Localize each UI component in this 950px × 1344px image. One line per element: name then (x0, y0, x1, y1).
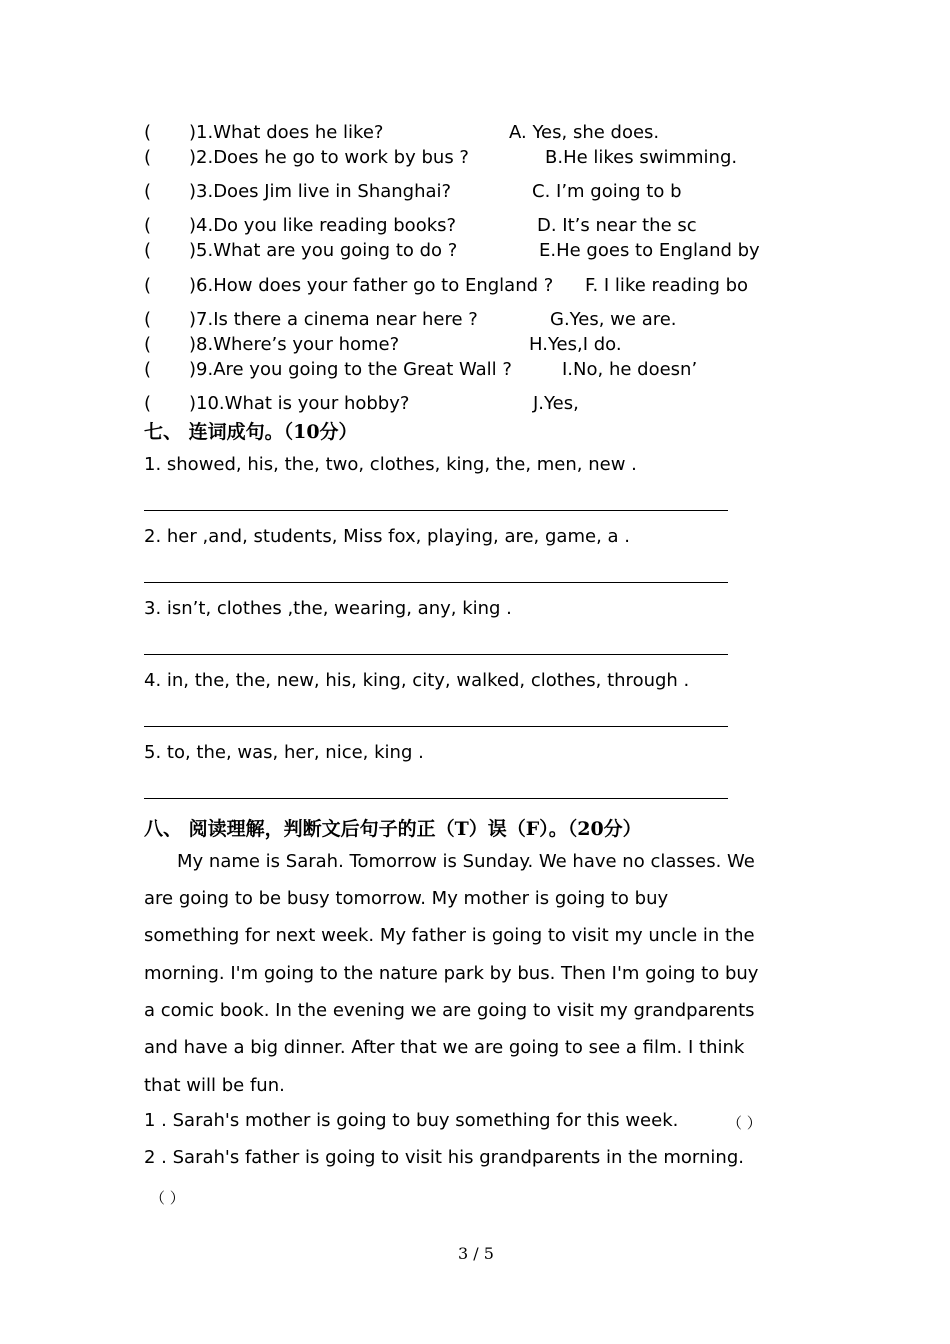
section-eight-title: 八、 阅读理解，判断文后句子的正（T）误（F）。（20分） (144, 818, 642, 840)
answer-paren: ( (144, 181, 152, 202)
answer-paren: ( (144, 215, 152, 236)
answer-option: G.Yes, we are. (550, 309, 677, 330)
word-order-item: 1. showed, his, the, two, clothes, king, the, men, new . (144, 454, 637, 475)
passage-line: are going to be busy tomorrow. My mother is going to buy (144, 888, 669, 909)
question-text: )5.What are you going to do ? (189, 240, 458, 261)
answer-option: E.He goes to England by (539, 240, 760, 261)
question-text: )2.Does he go to work by bus ? (189, 147, 469, 168)
answer-line (144, 654, 728, 655)
answer-paren: ( (144, 122, 152, 143)
answer-paren: ( (144, 147, 152, 168)
true-false-question: 1 . Sarah's mother is going to buy something for this week. (144, 1110, 679, 1131)
passage-line: morning. I'm going to the nature park by bus. Then I'm going to buy (144, 963, 759, 984)
answer-line (144, 726, 728, 727)
answer-paren: ( (144, 309, 152, 330)
section-seven-title: 七、 连词成句。（10分） (144, 421, 358, 443)
answer-paren: ( (144, 240, 152, 261)
answer-option: D. It’s near the sc (537, 215, 697, 236)
answer-line (144, 798, 728, 799)
answer-option: F. I like reading bo (585, 275, 749, 296)
page-number: 3 / 5 (458, 1244, 494, 1263)
answer-line (144, 582, 728, 583)
answer-paren: （ ） (150, 1189, 185, 1207)
answer-option: A. Yes, she does. (509, 122, 660, 143)
answer-paren: ( (144, 393, 152, 414)
answer-option: J.Yes, (533, 393, 579, 414)
passage-line: My name is Sarah. Tomorrow is Sunday. We have no classes. We (177, 851, 755, 872)
answer-option: B.He likes swimming. (545, 147, 738, 168)
question-text: )8.Where’s your home? (189, 334, 400, 355)
question-text: )1.What does he like? (189, 122, 384, 143)
answer-option: H.Yes,I do. (529, 334, 622, 355)
question-text: )3.Does Jim live in Shanghai? (189, 181, 452, 202)
passage-line: that will be fun. (144, 1075, 285, 1096)
answer-line (144, 510, 728, 511)
question-text: )4.Do you like reading books? (189, 215, 457, 236)
question-text: )6.How does your father go to England ? (189, 275, 554, 296)
question-text: )9.Are you going to the Great Wall ? (189, 359, 512, 380)
answer-paren: （ ） (727, 1114, 762, 1132)
answer-paren: ( (144, 334, 152, 355)
passage-line: and have a big dinner. After that we are going to see a film. I think (144, 1037, 745, 1058)
question-text: )10.What is your hobby? (189, 393, 410, 414)
word-order-item: 3. isn’t, clothes ,the, wearing, any, king . (144, 598, 512, 619)
answer-option: C. I’m going to b (532, 181, 682, 202)
passage-line: a comic book. In the evening we are going to visit my grandparents (144, 1000, 755, 1021)
true-false-question: 2 . Sarah's father is going to visit his grandparents in the morning. (144, 1147, 744, 1168)
word-order-item: 2. her ,and, students, Miss fox, playing, are, game, a . (144, 526, 630, 547)
question-text: )7.Is there a cinema near here ? (189, 309, 478, 330)
passage-line: something for next week. My father is going to visit my uncle in the (144, 925, 755, 946)
answer-option: I.No, he doesn’ (562, 359, 698, 380)
word-order-item: 4. in, the, the, new, his, king, city, walked, clothes, through . (144, 670, 690, 691)
answer-paren: ( (144, 275, 152, 296)
word-order-item: 5. to, the, was, her, nice, king . (144, 742, 424, 763)
answer-paren: ( (144, 359, 152, 380)
